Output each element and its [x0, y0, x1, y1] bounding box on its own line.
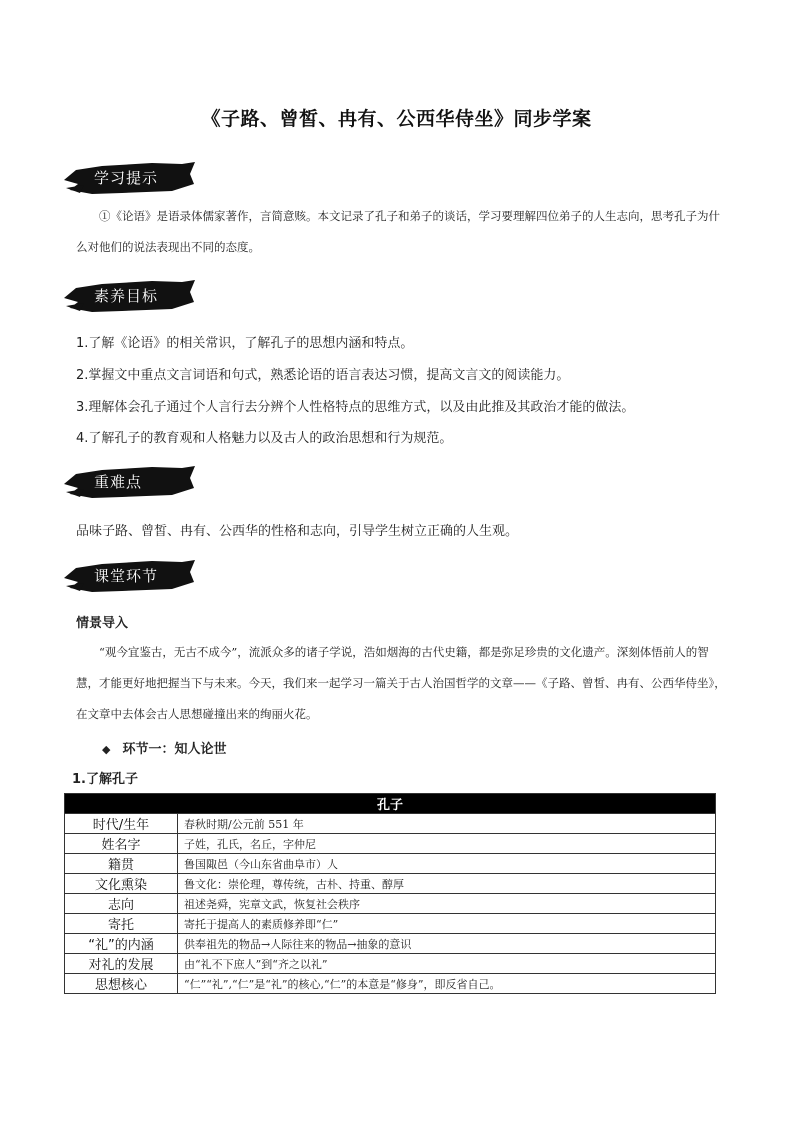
row-value: 鲁国陬邑（今山东省曲阜市）人	[178, 854, 716, 874]
row-value: 由“礼不下庶人”到“齐之以礼”	[178, 954, 716, 974]
goal-item: 4.了解孔子的教育观和人格魅力以及古人的政治思想和行为规范。	[76, 431, 453, 446]
page-title: 《子路、曾皙、冉有、公西华侍坐》同步学案	[201, 108, 592, 130]
key-text: 品味子路、曾皙、冉有、公西华的性格和志向，引导学生树立正确的人生观。	[76, 524, 519, 539]
row-value: “仁”“礼”,“仁”是“礼”的核心,“仁”的本意是“修身”，即反省自己。	[178, 974, 716, 994]
goal-item: 1.了解《论语》的相关常识，了解孔子的思想内涵和特点。	[76, 336, 414, 351]
table-header: 孔子	[65, 794, 716, 814]
section-title-key: 重难点	[94, 473, 143, 491]
section-title-tips: 学习提示	[94, 169, 159, 187]
table-row	[65, 854, 716, 874]
row-value: 寄托于提高人的素质修养即“仁”	[178, 914, 716, 934]
table-row	[65, 914, 716, 934]
sub-heading: 1.了解孔子	[72, 772, 138, 787]
row-label: “礼”的内涵	[65, 934, 178, 954]
step-heading	[102, 738, 226, 757]
table-row	[65, 954, 716, 974]
table-row	[65, 934, 716, 954]
confucius-table	[64, 793, 716, 994]
section-title-goals: 素养目标	[94, 287, 159, 305]
goal-item: 2.掌握文中重点文言词语和句式，熟悉论语的语言表达习惯，提高文言文的阅读能力。	[76, 368, 570, 383]
row-value: 子姓，孔氏，名丘，字仲尼	[178, 834, 716, 854]
table-row	[65, 894, 716, 914]
row-label: 时代/生年	[65, 814, 178, 834]
row-value: 春秋时期/公元前 551 年	[178, 814, 716, 834]
section-banner-class	[62, 558, 197, 594]
goal-item: 3.理解体会孔子通过个人言行去分辨个人性格特点的思维方式，以及由此推及其政治才能的做法。	[76, 400, 635, 415]
section-title-class: 课堂环节	[94, 567, 159, 585]
row-label: 籍贯	[65, 854, 178, 874]
row-label: 思想核心	[65, 974, 178, 994]
table-row	[65, 834, 716, 854]
section-banner-key	[62, 464, 197, 500]
intro-heading: 情景导入	[76, 616, 129, 631]
tips-paragraph: ①《论语》是语录体儒家著作，言简意赅。本文记录了孔子和弟子的谈话，学习要理解四位弟子的人生志向，思考孔子为什么对他们的说法表现出不同的态度。	[76, 209, 720, 254]
intro-paragraph: “观今宜鉴古，无古不成今”，流派众多的诸子学说，浩如烟海的古代史籍，都是弥足珍贵的文化遗产。深刻体悟前人的智慧，才能更好地把握当下与未来。今天，我们来一起学习一篇关于古人治国哲学的文章——《子路、曾皙、冉有、公西华侍坐》，在文章中去体会古人思想碰撞出来的绚丽火花。	[76, 645, 726, 721]
row-label: 姓名字	[65, 834, 178, 854]
row-value: 供奉祖先的物品→人际往来的物品→抽象的意识	[178, 934, 716, 954]
table-row	[65, 814, 716, 834]
section-banner-tips	[62, 160, 197, 196]
step-heading-text: 环节一：知人论世	[122, 742, 227, 757]
row-label: 寄托	[65, 914, 178, 934]
section-banner-goals	[62, 278, 197, 314]
table-row	[65, 974, 716, 994]
row-label: 文化熏染	[65, 874, 178, 894]
diamond-bullet-icon: ◆	[102, 743, 111, 756]
row-label: 志向	[65, 894, 178, 914]
row-label: 对礼的发展	[65, 954, 178, 974]
row-value: 鲁文化：崇伦理，尊传统，古朴、持重、醇厚	[178, 874, 716, 894]
row-value: 祖述尧舜，宪章文武，恢复社会秩序	[178, 894, 716, 914]
table-row	[65, 874, 716, 894]
